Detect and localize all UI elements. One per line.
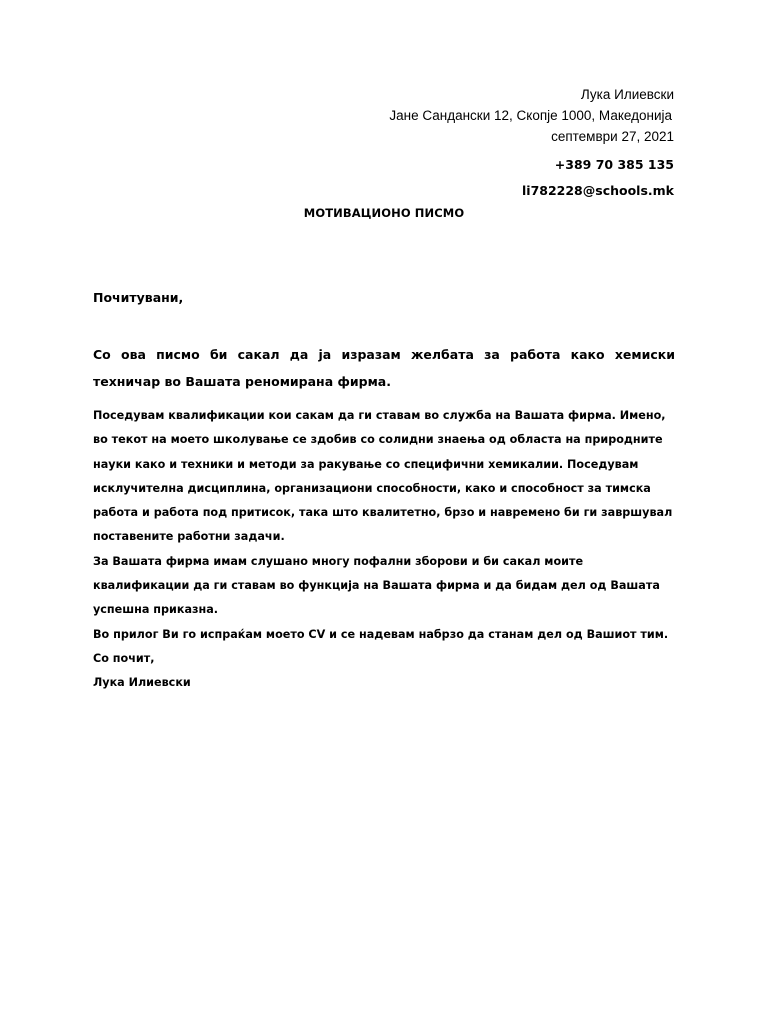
sender-address: Јане Сандански 12, Скопје 1000, Македонија: [389, 108, 672, 123]
letter-title: МОТИВАЦИОНО ПИСМО: [303, 206, 465, 220]
letter-intro: Со ова писмо би сакал да ја изразам желбата за работа како хемиски техничар во Вашата реномирана фирма.: [93, 347, 675, 389]
paragraph-qualifications: Поседувам квалификации кои сакам да ги ставам во служба на Вашата фирма. Имено, во текот на моето школување се здобив со солидни знаења од областа на природните науки како и техники и методи за ракување со специфични хемикалии. Поседувам исклучителна дисциплина, организациони способности, како и способност за тимска работа и работа под притисок, така што квалитетно, брзо и навремено би ги завршувал поставените работни задачи.: [93, 409, 673, 544]
contact-block: [522, 152, 674, 204]
signature-name: Лука Илиевски: [93, 676, 191, 690]
paragraph-company: За Вашата фирма имам слушано многу пофални зборови и би сакал моите квалификации да ги ставам во функција на Вашата фирма и да бидам дел од Вашата успешна приказна.: [93, 554, 660, 617]
letter-date: септември 27, 2021: [551, 129, 674, 144]
sender-block: [389, 84, 674, 147]
letter-body: [93, 404, 675, 696]
paragraph-attachment: Во прилог Ви го испраќам моето CV и се надевам набрзо да станам дел од Вашиот тим.: [93, 627, 669, 641]
sender-phone: +389 70 385 135: [554, 157, 674, 172]
letter-greeting: Почитувани,: [93, 290, 184, 305]
sender-email: li782228@schools.mk: [522, 183, 674, 198]
sender-name: Лука Илиевски: [580, 87, 674, 102]
closing-salutation: Со почит,: [93, 651, 155, 665]
